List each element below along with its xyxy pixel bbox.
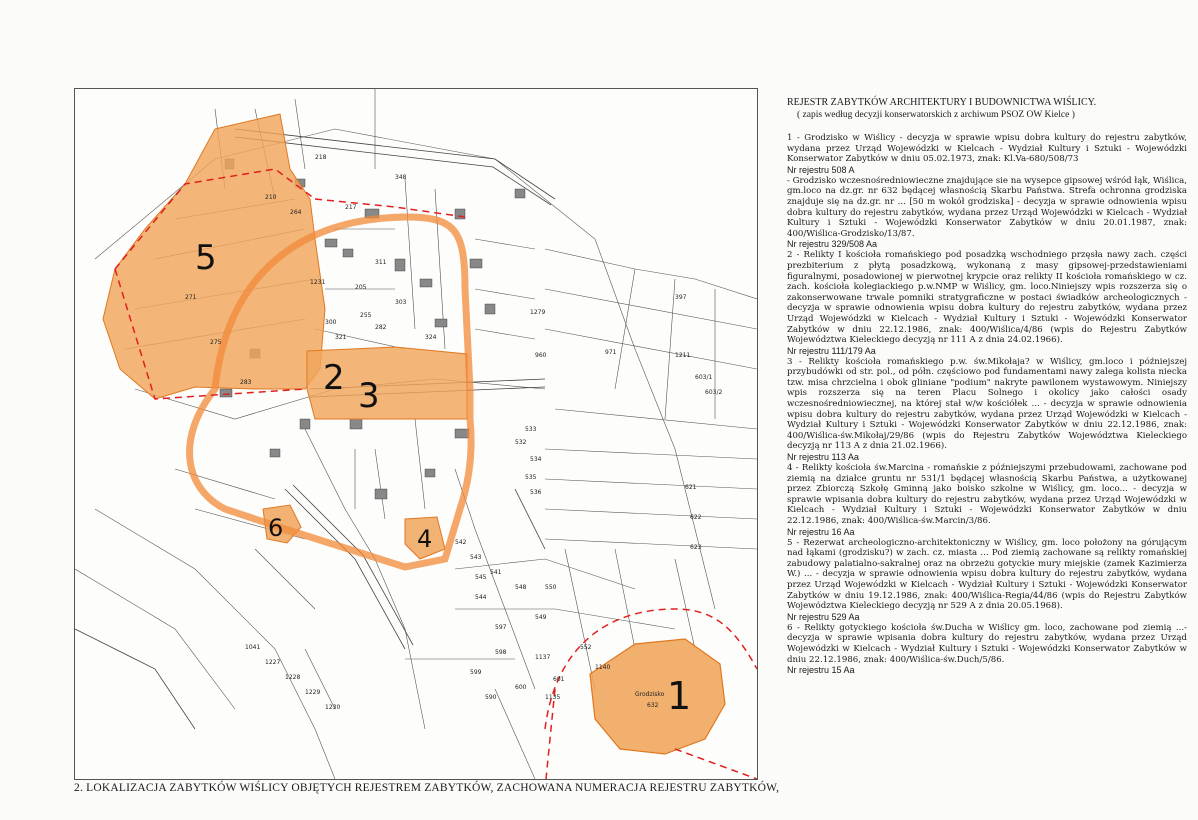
parcel-number: 623 [690, 544, 702, 551]
parcel-number: 601 [553, 676, 565, 683]
parcel-number: 603/1 [695, 374, 713, 381]
entry-text: - Grodzisko wczesnośredniowieczne znajdujące sie na wysepce gipsowej wśród łąk, Wiślica, gm.loco na dz.gr. nr 632 będącej własnością Skarbu Państwa. Strefa ochronna grodziska znajduje się na dz.gr. nr ... [50 m wokół grodziska] - decyzja w sprawie odnowienia wpisu dobra kultury do rejestru zabytków, wydana przez Urząd Wojewódzki w Kielcach - Wydział Kultury i Sztuki - Wojewódzki Konserwator Zabytków w dniu 20.01.1987, znak: 400/Wiślica-Grodzisko/13/87. [787, 175, 1187, 239]
parcel-number: 1137 [535, 654, 551, 661]
parcel-number: 218 [315, 154, 327, 161]
zone-number-2: 2 [323, 358, 345, 398]
parcel-number: 550 [545, 584, 557, 591]
parcel-number: 599 [470, 669, 482, 676]
entry-register-number: Nr rejestru 508 A [787, 164, 855, 175]
grodzisko-label: Grodzisko [635, 691, 665, 698]
parcel-number: 300 [325, 319, 337, 326]
parcel-number: 1135 [545, 694, 561, 701]
parcel-number: 552 [580, 644, 592, 651]
register-entry-5 [787, 538, 1187, 623]
parcel-number: 282 [375, 324, 387, 331]
zone-number-5: 5 [195, 238, 217, 278]
register-entry-2 [787, 250, 1187, 356]
parcel-number: 205 [355, 284, 367, 291]
parcel-number: 543 [470, 554, 482, 561]
parcel-number: 622 [690, 514, 702, 521]
register-entry-3 [787, 357, 1187, 463]
parcel-number: 621 [685, 484, 697, 491]
parcel-number: 321 [335, 334, 347, 341]
parcel-number: 1230 [325, 704, 341, 711]
parcel-number: 544 [475, 594, 487, 601]
entry-register-number: Nr rejestru 329/508 Aa [787, 239, 878, 250]
entry-text: 1 - Grodzisko w Wiślicy - decyzja w sprawie wpisu dobra kultury do rejestru zabytków, wydana przez Urząd Wojewódzki w Kielcach - Wydział Kultury i Sztuki - Wojewódzki Konserwator Zabytków w dniu 05.02.1973, znak: Kl.Va-680/508/73 [787, 133, 1187, 165]
zone-number-6: 6 [268, 514, 284, 542]
parcel-number: 1228 [285, 674, 301, 681]
register-title: REJESTR ZABYTKÓW ARCHITEKTURY I BUDOWNICTWA WIŚLICY. [787, 97, 1097, 108]
parcel-number: 1140 [595, 664, 611, 671]
parcel-number: 264 [290, 209, 302, 216]
grodzisko-parcel: 632 [647, 702, 659, 709]
parcel-number: 590 [485, 694, 497, 701]
cadastral-map [75, 89, 757, 779]
entry-register-number: Nr rejestru 113 Aa [787, 452, 859, 463]
register-entry-6 [787, 623, 1187, 676]
parcel-number: 1227 [265, 659, 281, 666]
zone-number-3: 3 [358, 376, 380, 416]
parcel-number: 283 [240, 379, 252, 386]
register-entry-4 [787, 463, 1187, 538]
parcel-number: 1229 [305, 689, 321, 696]
parcel-number: 545 [475, 574, 487, 581]
parcel-number: 603/2 [705, 389, 723, 396]
parcel-number: 1279 [530, 309, 546, 316]
register-text-panel [787, 97, 1187, 676]
map-panel [74, 88, 758, 780]
entry-register-number: Nr rejestru 529 Aa [787, 611, 860, 622]
parcel-number: 536 [530, 489, 542, 496]
parcel-number: 271 [185, 294, 197, 301]
parcel-number: 1231 [310, 279, 326, 286]
parcel-number: 533 [525, 426, 537, 433]
parcel-number: 255 [360, 312, 372, 319]
entry-text: 6 - Relikty gotyckiego kościoła św.Ducha w Wiślicy gm. loco, zachowane pod ziemią ...- decyzja w sprawie wpisania dobra kultury do rejestru zabytków, wydana przez Urząd Wojewódzki w Kielcach - Wydział Kultury i Sztuki - Wojewódzki Konserwator Zabytków w dniu 22.12.1986, znak: 400/Wiślica-św.Duch/5/86. [787, 622, 1187, 665]
parcel-number: 217 [345, 204, 357, 211]
parcel-number: 1041 [245, 644, 261, 651]
parcel-number: 541 [490, 569, 502, 576]
parcel-number: 600 [515, 684, 527, 691]
parcel-number: 275 [210, 339, 222, 346]
zone-number-4: 4 [417, 525, 433, 553]
parcel-number: 1211 [675, 352, 691, 359]
entry-register-number: Nr rejestru 16 Aa [787, 526, 855, 537]
register-subtitle: ( zapis według decyzji konserwatorskich z archiwum PSOZ OW Kielce ) [797, 110, 1075, 120]
map-caption: 2. LOKALIZACJA ZABYTKÓW WIŚLICY OBJĘTYCH REJESTREM ZABYTKÓW, ZACHOWANA NUMERACJA REJESTRU ZABYTKÓW, [74, 782, 780, 794]
parcel-number: 348 [395, 174, 407, 181]
zone-number-1: 1 [667, 674, 692, 718]
parcel-number: 598 [495, 649, 507, 656]
parcel-number: 542 [455, 539, 467, 546]
parcel-number: 548 [515, 584, 527, 591]
parcel-number: 549 [535, 614, 547, 621]
entry-text: 3 - Relikty kościoła romańskiego p.w. św.Mikołaja? w Wiślicy, gm.loco i późniejszej przybudówki od str. pol., od półn. częściowo pod fundamentami nawy zalega kolista niecka tzw. misa chrzcielna i obok gliniane "podium" nakryte pawilonem wystawowym. Niniejszy wpis rozszerza się na teren Placu Solnego i okolicy jako całości osady wczesnośredniowiecznej, na której stał w/w kościółek ... - decyzja w sprawie odnowienia wpisu dobra kultury do rejestru zabytków, wydana przez Urząd Wojewódzki w Kielcach - Wydział Kultury i Sztuki - Wojewódzki Konserwator Zabytków w dniu 22.12.1986, znak: 400/Wiślica-św.Mikołaj/29/86 (wpis do Rejestru Zabytków Województwa Kieleckiego decyzją nr 113 A z dnia 21.02.1966). [787, 356, 1187, 452]
entry-text: 2 - Relikty I kościoła romańskiego pod posadzką wschodniego przęsła nawy zach. części prezbiterium z płytą posadzkową, wykonaną z masy gipsowej-przedstawieniami figuralnymi, posadowionej w pierwotnej krypcie oraz relikty II kościoła romańskiego w cz. zach. kościoła kolegiackiego p.w.NMP w Wiślicy, gm. loco.Niniejszy wpis rozszerza się o zakonserwowane trwale pomniki stratygraficzne w postaci świadków archeologicznych - decyzja w sprawie odnowienia wpisu dobra kultury do rejestru zabytków, wydana przez Urząd Wojewódzki w Kielcach - Wydział Kultury i Sztuki - Wojewódzki Konserwator Zabytków w dniu 22.12.1986, znak: 400/Wiślica/4/86 (wpis do Rejestru Zabytków Województwa Kieleckiego decyzją nr 111 A z dnia 24.02.1966). [787, 250, 1187, 346]
entry-register-number: Nr rejestru 111/179 Aa [787, 345, 876, 356]
entry-text: 4 - Relikty kościoła św.Marcina - romańskie z późniejszymi przebudowami, zachowane pod ziemią na działce gruntu nr 531/1 będącej własnością Skarbu Państwa, a użytkowanej przez Zbiorczą Szkołę Gminną jako boisko szkolne w Wiślicy, gm. loco... - decyzja w sprawie wpisania dobra kultury do rejestru zabytków, wydana przez Urząd Wojewódzki w Kielcach - Wydział Kultury i Sztuki - Wojewódzki Konserwator Zabytków w dniu 22.12.1986, znak: 400/Wiślica-św.Marcin/3/86. [787, 463, 1187, 526]
register-entry-1 [787, 133, 1187, 250]
parcel-number: 535 [525, 474, 537, 481]
streets [75, 129, 555, 729]
entry-register-number: Nr rejestru 15 Aa [787, 665, 855, 676]
parcel-number: 532 [515, 439, 527, 446]
parcel-number: 397 [675, 294, 687, 301]
parcel-number: 960 [535, 352, 547, 359]
parcel-number: 597 [495, 624, 507, 631]
parcel-number: 311 [375, 259, 387, 266]
entry-text: 5 - Rezerwat archeologiczno-architektoniczny w Wiślicy, gm. loco położony na górującym nad łąkami (grodzisku?) w zach. cz. miasta ... Pod ziemią zachowane są relikty romańskiej zabudowy palatialno-sakralnej oraz na obrzeżu gotyckie mury miejskie (zamek Kazimierza W.) ... - decyzja w sprawie odnowienia wpisu dobra kultury do rejestru zabytków, wydana przez Urząd Wojewódzki w Kielcach - Wydział Kultury i Sztuki - Wojewódzki Konserwator Zabytków w dniu 19.12.1986, znak: 400/Wiślica-Regia/44/86 (wpis do Rejestru Zabytków Województwa Kieleckiego decyzją nr 529 A z dnia 20.05.1968). [787, 537, 1187, 612]
parcel-number: 534 [530, 456, 542, 463]
parcel-number: 324 [425, 334, 437, 341]
parcel-number: 303 [395, 299, 407, 306]
parcel-number: 210 [265, 194, 277, 201]
parcel-number: 971 [605, 349, 617, 356]
